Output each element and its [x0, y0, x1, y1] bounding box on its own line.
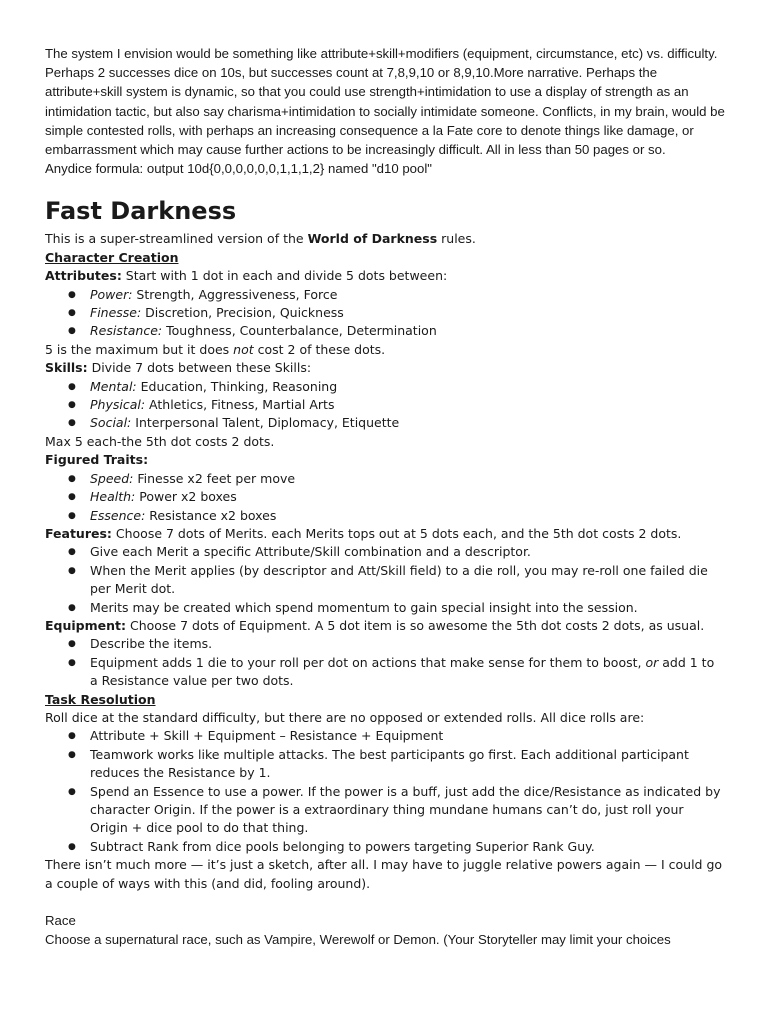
list-item: ● Spend an Essence to use a power. If the power is a buff, just add the dice/Resistance as indicated by character Origin. If the power is a extraordinary thing mundane humans can’t do, just roll your Origin + dice pool to do that thing.: [90, 783, 725, 838]
attributes-note: 5 is the maximum but it does not cost 2 of these dots.: [45, 341, 386, 357]
attributes-line: Attributes: Start with 1 dot in each and divide 5 dots between:: [45, 268, 448, 284]
rules-body: [45, 230, 725, 893]
list-item: ● Teamwork works like multiple attacks. The best participants go first. Each additional participant reduces the Resistance by 1.: [90, 746, 725, 783]
equipment-line: Equipment: Choose 7 dots of Equipment. A 5 dot item is so awesome the 5th dot costs 2 dots, as usual.: [45, 617, 705, 633]
skills-line: Skills: Divide 7 dots between these Skills:: [45, 360, 312, 376]
features-line: Features: Choose 7 dots of Merits. each Merits tops out at 5 dots each, and the 5th dot costs 2 dots.: [45, 525, 682, 541]
world-of-darkness-text: World of Darkness: [307, 231, 438, 247]
section-heading-task-resolution: Task Resolution: [45, 691, 156, 707]
list-item: ● Health: Power x2 boxes: [90, 488, 725, 506]
section-heading-character-creation: Character Creation: [45, 249, 179, 265]
list-item: ● When the Merit applies (by descriptor and Att/Skill field) to a die roll, you may re-roll one failed die per Merit dot.: [90, 562, 725, 599]
anydice-formula: Anydice formula: output 10d{0,0,0,0,0,0,1,1,1,2} named "d10 pool": [45, 161, 432, 177]
list-item: ● Mental: Education, Thinking, Reasoning: [90, 378, 725, 396]
spacer: [45, 893, 725, 911]
list-item: ● Subtract Rank from dice pools belonging to powers targeting Superior Rank Guy.: [90, 838, 725, 856]
list-item: ● Equipment adds 1 die to your roll per dot on actions that make sense for them to boost, or add 1 to a Resistance value per two dots.: [90, 654, 725, 691]
subtitle-line: This is a super-streamlined version of the World of Darkness rules.: [45, 231, 476, 247]
skills-list: [45, 378, 725, 433]
list-item: ● Give each Merit a specific Attribute/Skill combination and a descriptor.: [90, 543, 725, 561]
list-item: ● Essence: Resistance x2 boxes: [90, 507, 725, 525]
list-item: ● Physical: Athletics, Fitness, Martial Arts: [90, 396, 725, 414]
list-item: ● Finesse: Discretion, Precision, Quickness: [90, 304, 725, 322]
list-item: ● Power: Strength, Aggressiveness, Force: [90, 286, 725, 304]
skills-note: Max 5 each-the 5th dot costs 2 dots.: [45, 433, 275, 449]
list-item: ● Social: Interpersonal Talent, Diplomacy, Etiquette: [90, 414, 725, 432]
list-item: ● Resistance: Toughness, Counterbalance, Determination: [90, 322, 725, 340]
task-resolution-list: [45, 727, 725, 856]
equipment-list: [45, 635, 725, 690]
race-heading: Race: [45, 913, 76, 929]
document-page: [45, 44, 725, 949]
list-item: ● Speed: Finesse x2 feet per move: [90, 470, 725, 488]
figured-traits-list: [45, 470, 725, 525]
features-list: [45, 543, 725, 617]
closing-paragraph: There isn’t much more — it’s just a sketch, after all. I may have to juggle relative powers again — I could go a couple of ways with this (and did, fooling around).: [45, 857, 723, 891]
attributes-list: [45, 286, 725, 341]
intro-paragraph: The system I envision would be something like attribute+skill+modifiers (equipment, circumstance, etc) vs. difficulty. Perhaps 2 successes dice on 10s, but successes count at 7,8,9,10 or 8,9,10.More narrative. Perhaps the attribute+skill system is dynamic, so that you could use strength+intimidation to use a display of strength as an intimidation tactic, but also say charisma+intimidation to socially intimidate someone. Conflicts, in my brain, would be simple contested rolls, with perhaps an increasing consequence a la Fate core to denote things like damage, or embarrassment which may cause further actions to be increasingly difficult. All in less than 50 pages or so.: [45, 46, 725, 158]
list-item: ● Describe the items.: [90, 635, 725, 653]
page-title: Fast Darkness: [45, 197, 237, 226]
list-item: ● Attribute + Skill + Equipment – Resistance + Equipment: [90, 727, 725, 745]
task-resolution-text: Roll dice at the standard difficulty, but there are no opposed or extended rolls. All dice rolls are:: [45, 709, 645, 725]
figured-traits-line: Figured Traits:: [45, 452, 149, 468]
race-text: Choose a supernatural race, such as Vampire, Werewolf or Demon. (Your Storyteller may limit your choices: [45, 932, 671, 948]
list-item: ● Merits may be created which spend momentum to gain special insight into the session.: [90, 599, 725, 617]
